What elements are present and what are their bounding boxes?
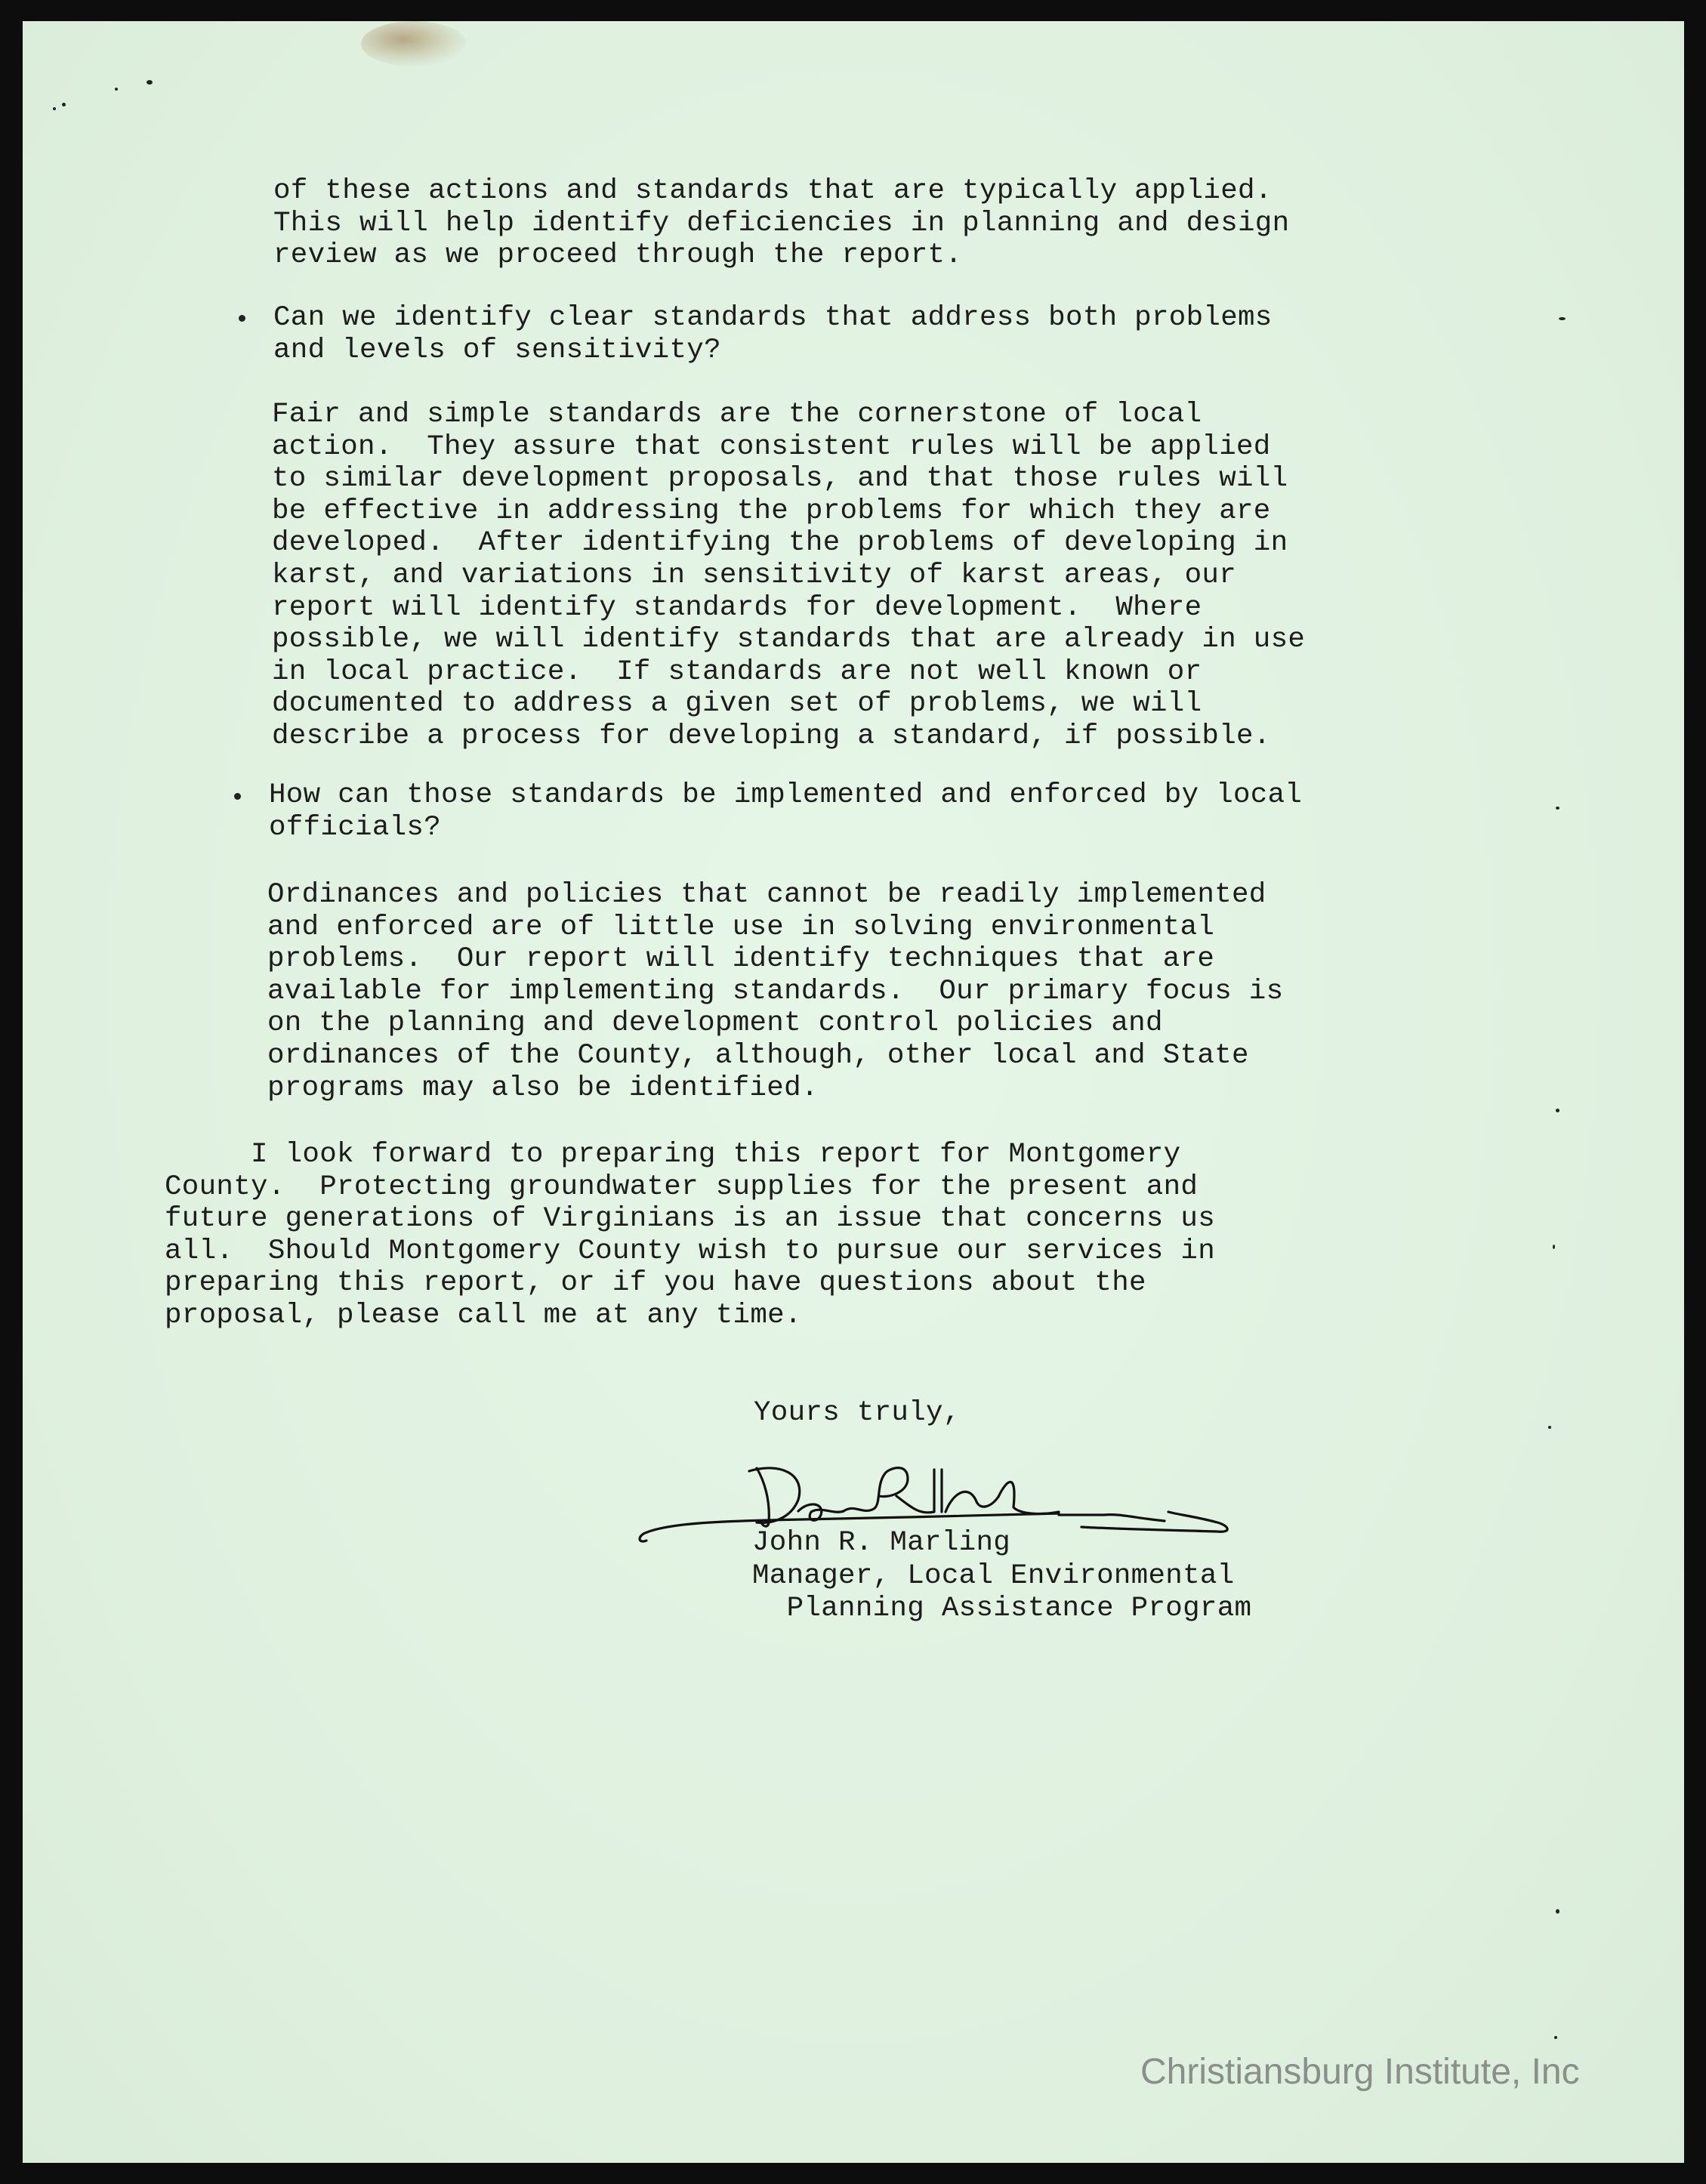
text-line: be effective in addressing the problems for which they are <box>272 495 1271 527</box>
text-line: proposal, please call me at any time. <box>165 1299 802 1331</box>
paper-speck <box>1548 1426 1551 1429</box>
signatory-name: John R. Marling <box>752 1527 1011 1559</box>
paper-stain <box>361 21 467 66</box>
valediction: Yours truly, <box>754 1397 961 1429</box>
paper-speck <box>1556 807 1559 810</box>
paper-speck <box>53 107 56 110</box>
text-line: all. Should Montgomery County wish to pursue our services in <box>165 1235 1216 1267</box>
bullet-explanation-1 <box>272 399 1305 753</box>
text-line: to similar development proposals, and that those rules will <box>272 463 1288 495</box>
bullet-icon <box>239 315 245 322</box>
paper-speck <box>1554 2036 1557 2039</box>
text-line: and levels of sensitivity? <box>273 334 721 366</box>
text-line: County. Protecting groundwater supplies for the present and <box>165 1171 1199 1203</box>
paper-speck <box>1556 1909 1559 1914</box>
text-line: problems. Our report will identify techniques that are <box>267 943 1215 976</box>
text-line: action. They assure that consistent rules will be applied <box>272 430 1271 463</box>
text-line: Fair and simple standards are the cornerstone of local <box>272 399 1202 430</box>
text-line: of these actions and standards that are typically applied. <box>273 175 1273 207</box>
letter-page <box>23 21 1684 2163</box>
bullet-icon <box>234 793 241 800</box>
text-line: programs may also be identified. <box>267 1072 819 1104</box>
closing-paragraph <box>165 1139 1215 1332</box>
text-line: officials? <box>269 811 442 844</box>
bullet-explanation-2 <box>267 879 1283 1104</box>
text-line: in local practice. If standards are not well known or <box>272 656 1202 688</box>
text-line: possible, we will identify standards that are already in use <box>272 624 1306 656</box>
signatory-title <box>752 1560 1251 1624</box>
text-line: describe a process for developing a standard, if possible. <box>272 720 1271 752</box>
paper-speck <box>1556 1109 1559 1112</box>
text-line: This will help identify deficiencies in planning and design <box>273 207 1290 239</box>
text-line: I look forward to preparing this report for Montgomery <box>165 1139 1181 1171</box>
text-line: Manager, Local Environmental <box>752 1560 1235 1592</box>
text-line: ordinances of the County, although, other local and State <box>267 1039 1249 1072</box>
text-line: How can those standards be implemented and enforced by local <box>269 779 1303 811</box>
text-line: developed. After identifying the problems of developing in <box>272 527 1288 560</box>
text-line: available for implementing standards. Our primary focus is <box>267 975 1284 1007</box>
text-line: documented to address a given set of problems, we will <box>272 688 1202 720</box>
bullet-question-2 <box>269 779 1302 844</box>
text-line: preparing this report, or if you have questions about the <box>165 1267 1146 1300</box>
text-line: Planning Assistance Program <box>752 1592 1252 1624</box>
text-line: and enforced are of little use in solving environmental <box>267 911 1215 943</box>
text-line: Ordinances and policies that cannot be readily implemented <box>267 879 1266 911</box>
text-line: report will identify standards for development. Where <box>272 591 1202 624</box>
watermark-text: Christiansburg Institute, Inc <box>1140 2052 1580 2092</box>
text-line: review as we proceed through the report. <box>273 239 963 272</box>
paper-speck <box>1553 1245 1555 1249</box>
text-line: future generations of Virginians is an issue that concerns us <box>165 1203 1216 1235</box>
paper-speck <box>115 88 118 91</box>
text-line: on the planning and development control policies and <box>267 1007 1163 1040</box>
intro-continuation <box>273 175 1289 272</box>
text-line: Can we identify clear standards that address both problems <box>273 302 1273 334</box>
paper-speck <box>62 103 66 106</box>
bullet-question-1 <box>273 302 1273 366</box>
paper-speck <box>1559 317 1566 320</box>
paper-speck <box>147 80 153 85</box>
text-line: karst, and variations in sensitivity of karst areas, our <box>272 559 1237 591</box>
